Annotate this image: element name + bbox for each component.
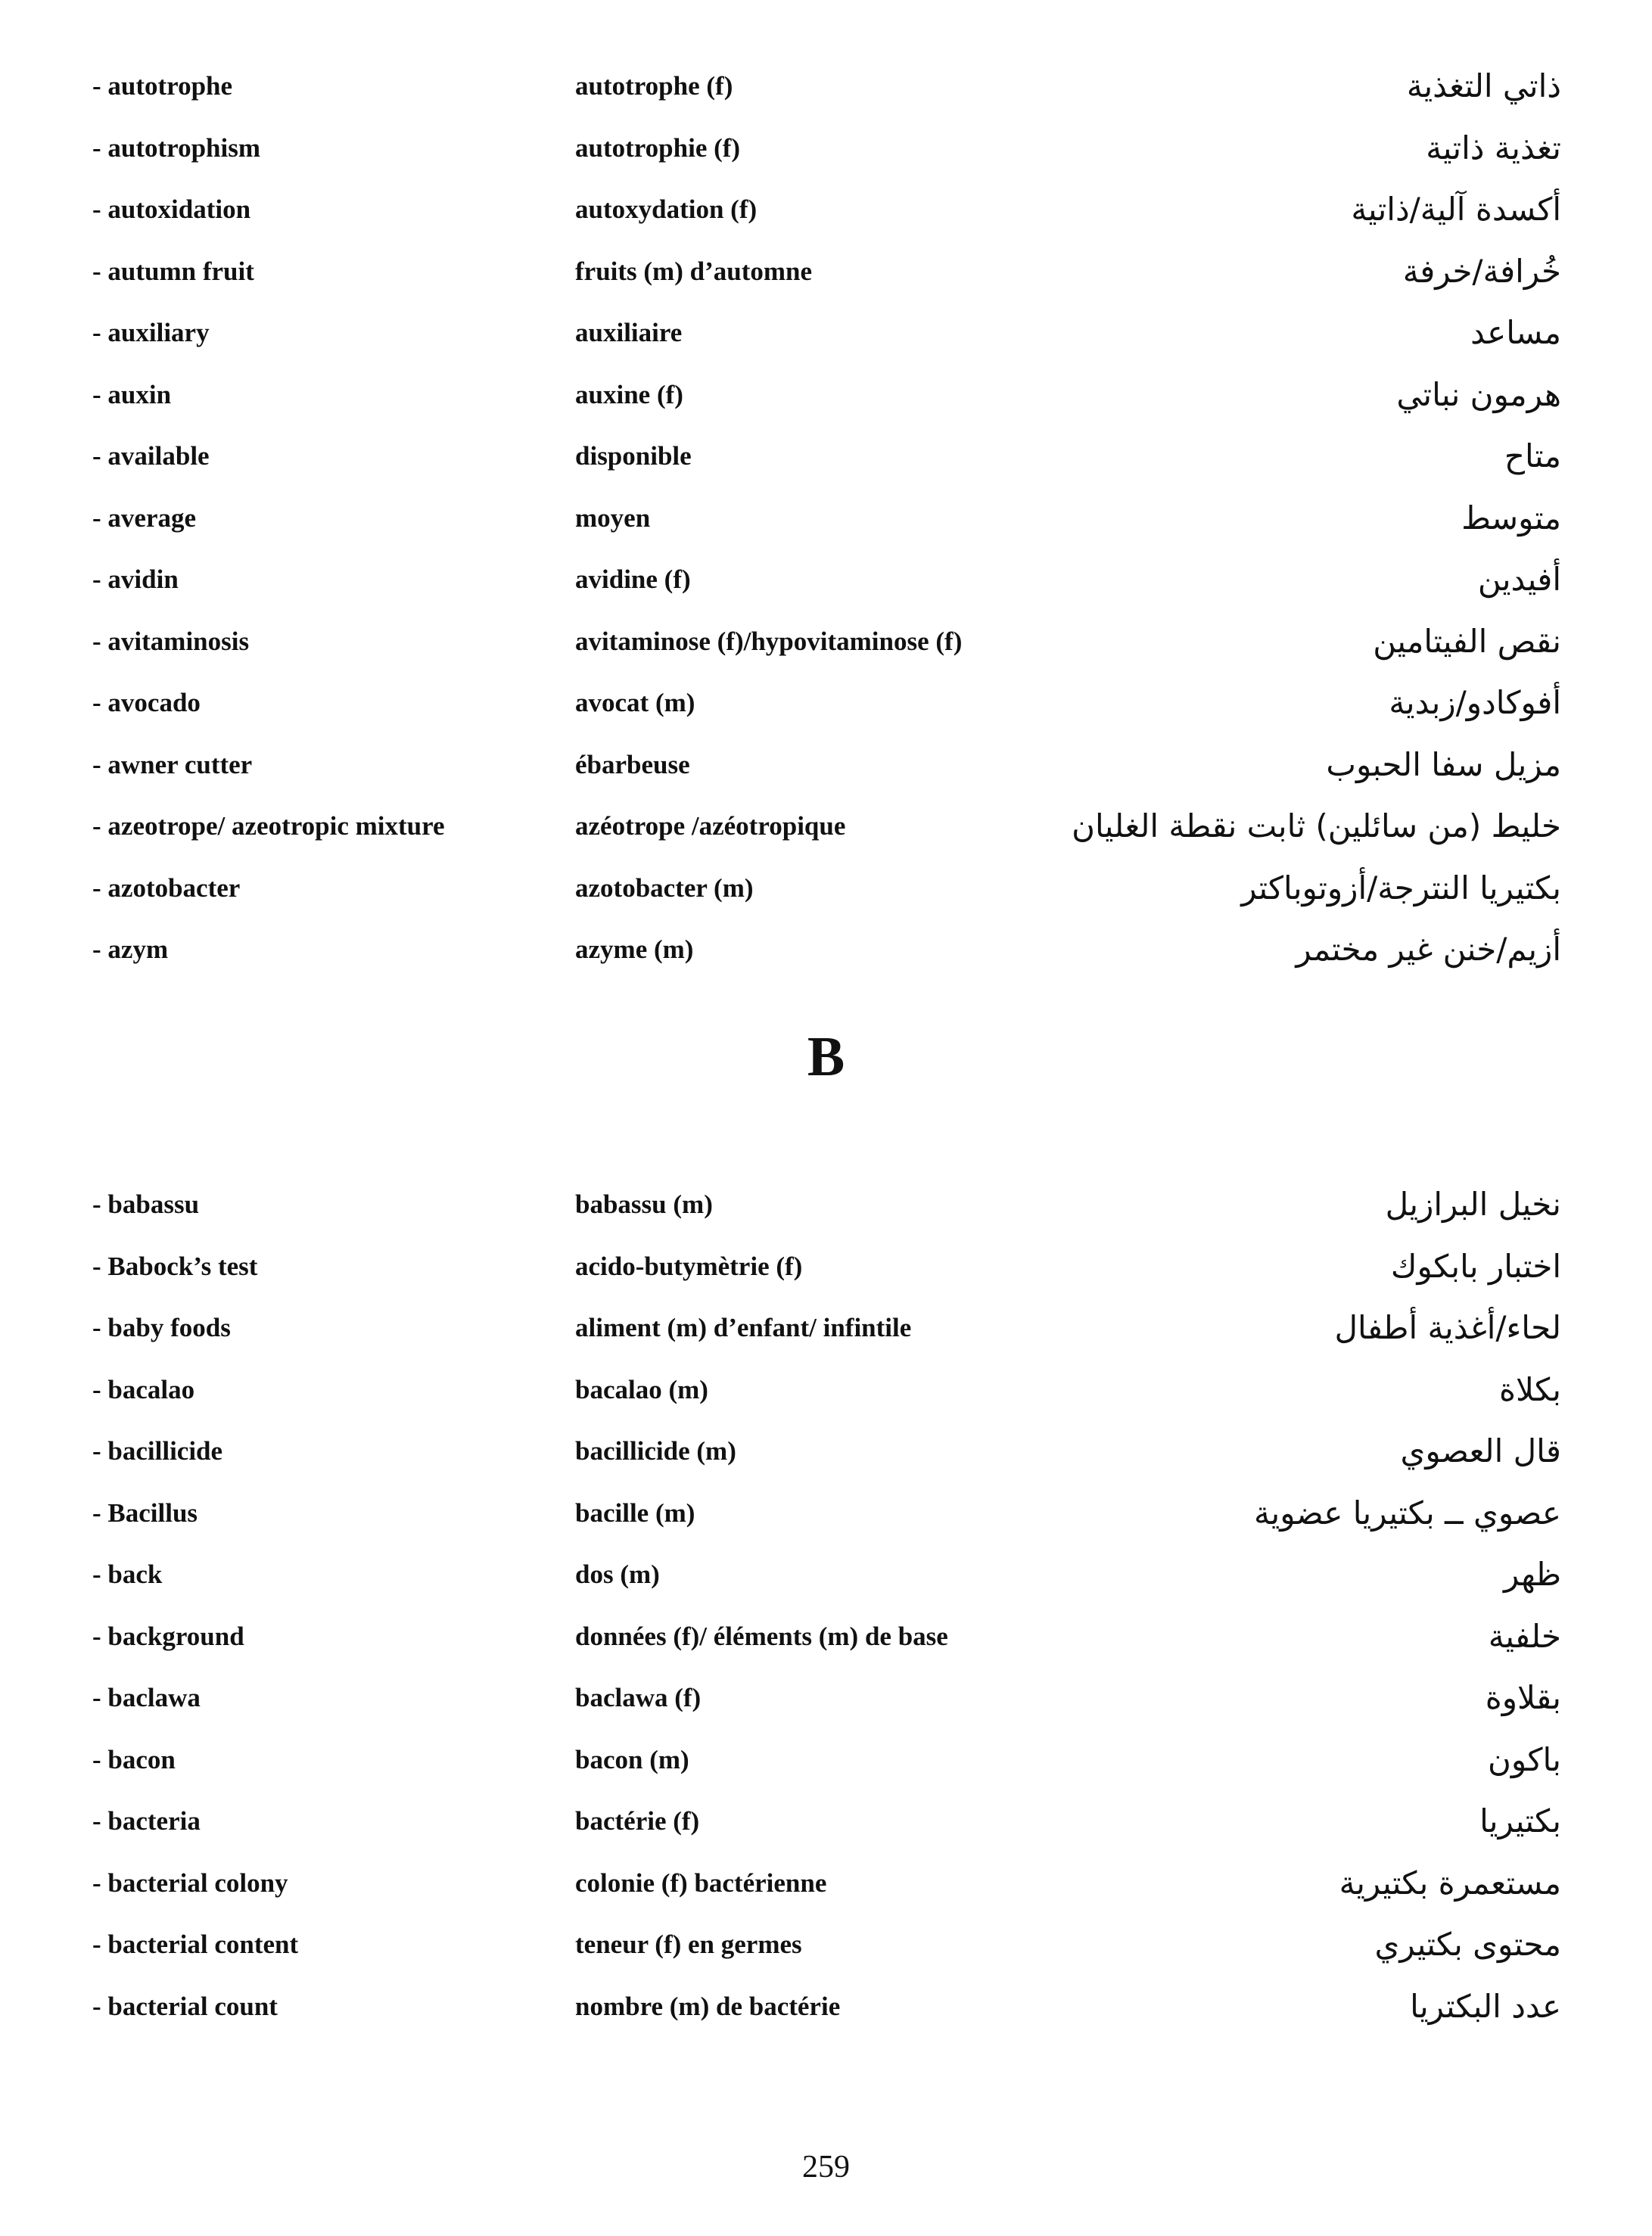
- entry-row: [0, 1180, 1652, 1229]
- arabic-term: قال العصوي: [1400, 1432, 1561, 1469]
- french-term: bacille (m): [575, 1497, 695, 1528]
- entry-row: [0, 185, 1652, 234]
- arabic-term: هرمون نباتي: [1396, 375, 1561, 413]
- french-term: ébarbeuse: [575, 749, 690, 779]
- entry-row: [0, 1550, 1652, 1599]
- english-term: - azotobacter: [92, 872, 241, 903]
- entry-row: [0, 62, 1652, 110]
- arabic-term: محتوى بكتيري: [1374, 1926, 1561, 1963]
- arabic-term: بكتيريا: [1479, 1802, 1561, 1839]
- entry-row: [0, 1304, 1652, 1352]
- french-term: acido-butymètrie (f): [575, 1251, 803, 1281]
- english-term: - average: [92, 502, 197, 533]
- french-term: bacillicide (m): [575, 1436, 736, 1466]
- arabic-term: بكلاة: [1499, 1370, 1561, 1408]
- english-term: - awner cutter: [92, 749, 253, 779]
- french-term: teneur (f) en germes: [575, 1930, 802, 1959]
- english-term: - azym: [92, 935, 169, 964]
- entry-row: [0, 1797, 1652, 1846]
- english-term: - bacterial colony: [92, 1867, 288, 1898]
- french-term: babassu (m): [575, 1190, 713, 1219]
- french-term: dos (m): [575, 1560, 660, 1589]
- english-term: - background: [92, 1621, 244, 1651]
- english-term: - bacillicide: [92, 1436, 223, 1466]
- arabic-term: عصوي ــ بكتيريا عضوية: [1254, 1494, 1561, 1532]
- french-term: auxiliaire: [575, 318, 683, 347]
- english-term: - avitaminosis: [92, 626, 250, 656]
- arabic-term: باكون: [1487, 1740, 1561, 1778]
- arabic-term: بقلاوة: [1485, 1679, 1561, 1716]
- entry-row: [0, 1366, 1652, 1414]
- arabic-term: لحاء/أغذية أطفال: [1334, 1309, 1561, 1346]
- french-term: données (f)/ éléments (m) de base: [575, 1621, 948, 1651]
- arabic-term: متاح: [1504, 437, 1561, 474]
- arabic-term: عدد البكتريا: [1410, 1987, 1561, 2025]
- section-letter: B: [807, 1026, 845, 1088]
- arabic-term: بكتيريا النترجة/أزوتوباكتر: [1241, 869, 1561, 907]
- arabic-term: ظهر: [1504, 1556, 1561, 1593]
- entry-row: [0, 1612, 1652, 1661]
- entry-row: [0, 247, 1652, 296]
- english-term: - avidin: [92, 564, 179, 594]
- entry-row: [0, 925, 1652, 974]
- arabic-term: أزيم/خنن غير مختمر: [1296, 931, 1561, 968]
- english-term: - baby foods: [92, 1313, 231, 1342]
- english-term: - bacteria: [92, 1806, 201, 1836]
- entry-row: [0, 124, 1652, 173]
- french-term: azéotrope /azéotropique: [575, 811, 846, 841]
- entry-row: [0, 371, 1652, 419]
- english-term: - bacon: [92, 1744, 176, 1774]
- french-term: nombre (m) de bactérie: [575, 1991, 841, 2021]
- arabic-term: اختبار بابكوك: [1390, 1247, 1561, 1285]
- french-term: azyme (m): [575, 935, 694, 964]
- english-term: - auxin: [92, 379, 172, 409]
- french-term: disponible: [575, 441, 692, 471]
- english-term: - Bacillus: [92, 1497, 198, 1528]
- english-term: - auxiliary: [92, 318, 210, 347]
- french-term: bactérie (f): [575, 1806, 700, 1836]
- entry-row: [0, 617, 1652, 666]
- arabic-term: مستعمرة بكتيرية: [1339, 1864, 1561, 1902]
- arabic-term: مساعد: [1470, 314, 1561, 351]
- english-term: - bacterial content: [92, 1930, 299, 1959]
- french-term: azotobacter (m): [575, 872, 754, 903]
- entry-row: [0, 741, 1652, 789]
- arabic-term: خُرافة/خرفة: [1402, 252, 1561, 290]
- entry-row: [0, 432, 1652, 480]
- arabic-term: نخيل البرازيل: [1385, 1186, 1561, 1223]
- arabic-term: نقص الفيتامين: [1373, 622, 1561, 660]
- english-term: - bacalao: [92, 1374, 195, 1404]
- arabic-term: متوسط: [1461, 499, 1561, 536]
- english-term: - bacterial count: [92, 1991, 278, 2021]
- entry-row: [0, 1674, 1652, 1722]
- french-term: bacalao (m): [575, 1374, 708, 1404]
- arabic-term: أفوكادو/زبدية: [1389, 684, 1561, 721]
- entry-row: [0, 1427, 1652, 1476]
- arabic-term: خلفية: [1488, 1617, 1561, 1655]
- english-term: - autoxidation: [92, 194, 251, 224]
- french-term: avitaminose (f)/hypovitaminose (f): [575, 626, 963, 656]
- entry-row: [0, 802, 1652, 851]
- entry-row: [0, 679, 1652, 727]
- entry-row: [0, 1983, 1652, 2031]
- french-term: aliment (m) d’enfant/ infintile: [575, 1313, 912, 1342]
- french-term: autoxydation (f): [575, 194, 758, 224]
- french-term: autotrophe (f): [575, 71, 733, 101]
- arabic-term: مزيل سفا الحبوب: [1326, 745, 1561, 783]
- french-term: fruits (m) d’automne: [575, 256, 813, 286]
- arabic-term: أفيدين: [1477, 561, 1561, 598]
- entry-row: [0, 864, 1652, 913]
- arabic-term: تغذية ذاتية: [1426, 129, 1561, 166]
- entry-row: [0, 494, 1652, 543]
- english-term: - azeotrope/ azeotropic mixture: [92, 811, 445, 841]
- french-term: colonie (f) bactérienne: [575, 1867, 827, 1898]
- entry-row: [0, 309, 1652, 357]
- french-term: moyen: [575, 502, 651, 533]
- entry-row: [0, 555, 1652, 604]
- english-term: - baclawa: [92, 1683, 201, 1712]
- english-term: - autotrophe: [92, 71, 233, 101]
- french-term: avocat (m): [575, 688, 695, 717]
- entry-row: [0, 1489, 1652, 1538]
- english-term: - back: [92, 1560, 163, 1589]
- page-number: 259: [802, 2150, 850, 2185]
- english-term: - avocado: [92, 688, 201, 717]
- entry-row: [0, 1859, 1652, 1908]
- french-term: autotrophie (f): [575, 132, 741, 163]
- french-term: bacon (m): [575, 1744, 689, 1774]
- french-term: baclawa (f): [575, 1683, 702, 1712]
- entry-row: [0, 1242, 1652, 1291]
- french-term: auxine (f): [575, 379, 683, 409]
- arabic-term: أكسدة آلية/ذاتية: [1351, 191, 1561, 228]
- english-term: - autotrophism: [92, 132, 261, 163]
- english-term: - available: [92, 441, 210, 471]
- entry-row: [0, 1920, 1652, 1969]
- english-term: - babassu: [92, 1190, 200, 1219]
- french-term: avidine (f): [575, 564, 691, 594]
- english-term: - Babock’s test: [92, 1251, 258, 1281]
- entry-row: [0, 1736, 1652, 1784]
- english-term: - autumn fruit: [92, 256, 254, 286]
- arabic-term: ذاتي التغذية: [1406, 67, 1561, 104]
- arabic-term: خليط (من سائلين) ثابت نقطة الغليان: [1072, 807, 1561, 844]
